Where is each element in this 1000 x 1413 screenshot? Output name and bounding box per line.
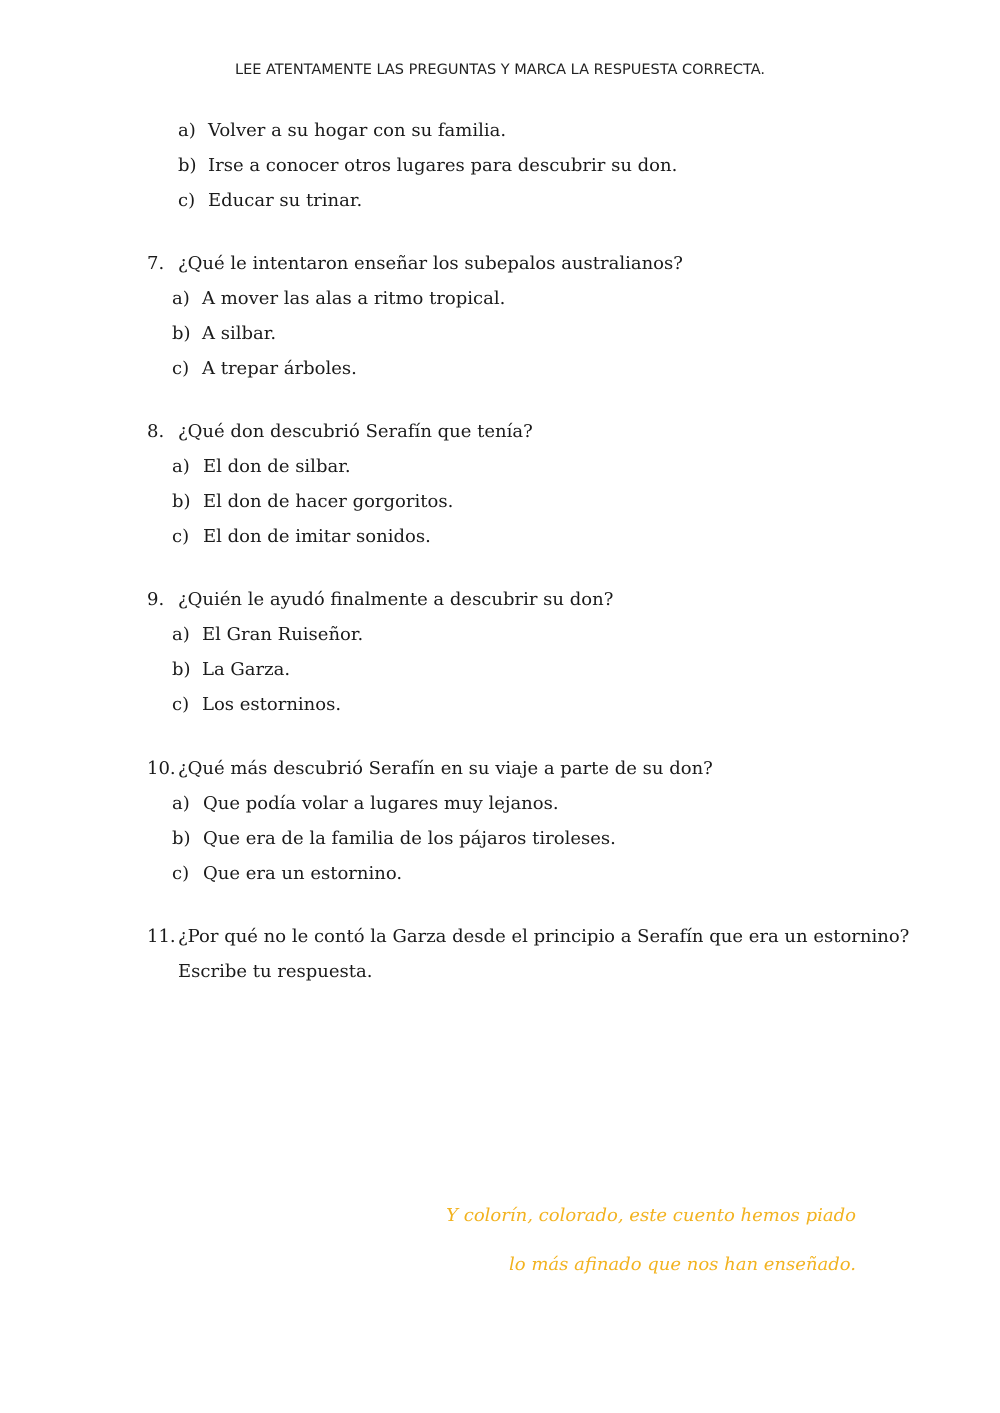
option-label: c)	[172, 526, 190, 547]
option-text: Que podía volar a lugares muy lejanos.	[203, 793, 559, 814]
option-text: Volver a su hogar con su familia.	[208, 120, 507, 141]
option-text: Los estorninos.	[202, 694, 342, 715]
q11-instruction: Escribe tu respuesta.	[178, 961, 373, 982]
q6-option-c[interactable]	[178, 190, 362, 212]
question-number: 9.	[147, 589, 165, 610]
q10-option-b[interactable]	[172, 828, 616, 850]
question-number: 11.	[147, 926, 176, 947]
option-label: a)	[172, 624, 190, 645]
q7-option-b[interactable]	[172, 323, 276, 345]
option-text: Que era de la familia de los pájaros tiroleses.	[203, 828, 616, 849]
option-label: c)	[172, 863, 190, 884]
option-label: c)	[172, 694, 190, 715]
option-text: Educar su trinar.	[208, 190, 363, 211]
option-text: El Gran Ruiseñor.	[202, 624, 364, 645]
question-8	[147, 421, 533, 443]
option-text: A trepar árboles.	[202, 358, 357, 379]
question-10	[147, 758, 713, 780]
closing-line-2: lo más afinado que nos han enseñado.	[509, 1254, 856, 1275]
option-label: a)	[172, 456, 190, 477]
q9-option-c[interactable]	[172, 694, 341, 716]
closing-line-1: Y colorín, colorado, este cuento hemos piado	[446, 1205, 856, 1226]
q10-option-c[interactable]	[172, 863, 402, 885]
option-label: a)	[172, 288, 190, 309]
question-11	[147, 926, 909, 948]
option-text: Irse a conocer otros lugares para descubrir su don.	[208, 155, 678, 176]
q8-option-b[interactable]	[172, 491, 453, 513]
option-label: c)	[172, 358, 190, 379]
question-text: ¿Quién le ayudó finalmente a descubrir su don?	[178, 589, 614, 610]
q9-option-a[interactable]	[172, 624, 363, 646]
q7-option-c[interactable]	[172, 358, 357, 380]
question-number: 7.	[147, 253, 165, 274]
question-text: ¿Qué don descubrió Serafín que tenía?	[178, 421, 533, 442]
q10-option-a[interactable]	[172, 793, 559, 815]
option-label: c)	[178, 190, 196, 211]
question-text: ¿Qué más descubrió Serafín en su viaje a parte de su don?	[178, 758, 713, 779]
question-7	[147, 253, 683, 275]
option-text: El don de imitar sonidos.	[203, 526, 431, 547]
option-text: Que era un estornino.	[203, 863, 403, 884]
option-text: El don de hacer gorgoritos.	[203, 491, 454, 512]
page-header: LEE ATENTAMENTE LAS PREGUNTAS Y MARCA LA RESPUESTA CORRECTA.	[235, 62, 765, 78]
option-text: A silbar.	[202, 323, 277, 344]
option-text: A mover las alas a ritmo tropical.	[202, 288, 506, 309]
option-label: b)	[172, 491, 191, 512]
option-label: b)	[178, 155, 197, 176]
option-label: a)	[172, 793, 190, 814]
q7-option-a[interactable]	[172, 288, 505, 310]
q9-option-b[interactable]	[172, 659, 290, 681]
q8-option-a[interactable]	[172, 456, 351, 478]
question-9	[147, 589, 613, 611]
q6-option-a[interactable]	[178, 120, 506, 142]
q6-option-b[interactable]	[178, 155, 677, 177]
q8-option-c[interactable]	[172, 526, 431, 548]
question-text: ¿Por qué no le contó la Garza desde el principio a Serafín que era un estornino?	[178, 926, 910, 947]
option-label: b)	[172, 323, 191, 344]
option-label: b)	[172, 828, 191, 849]
option-label: a)	[178, 120, 196, 141]
question-text: ¿Qué le intentaron enseñar los subepalos australianos?	[178, 253, 683, 274]
option-text: El don de silbar.	[203, 456, 351, 477]
question-number: 8.	[147, 421, 165, 442]
option-text: La Garza.	[202, 659, 291, 680]
option-label: b)	[172, 659, 191, 680]
question-number: 10.	[147, 758, 176, 779]
